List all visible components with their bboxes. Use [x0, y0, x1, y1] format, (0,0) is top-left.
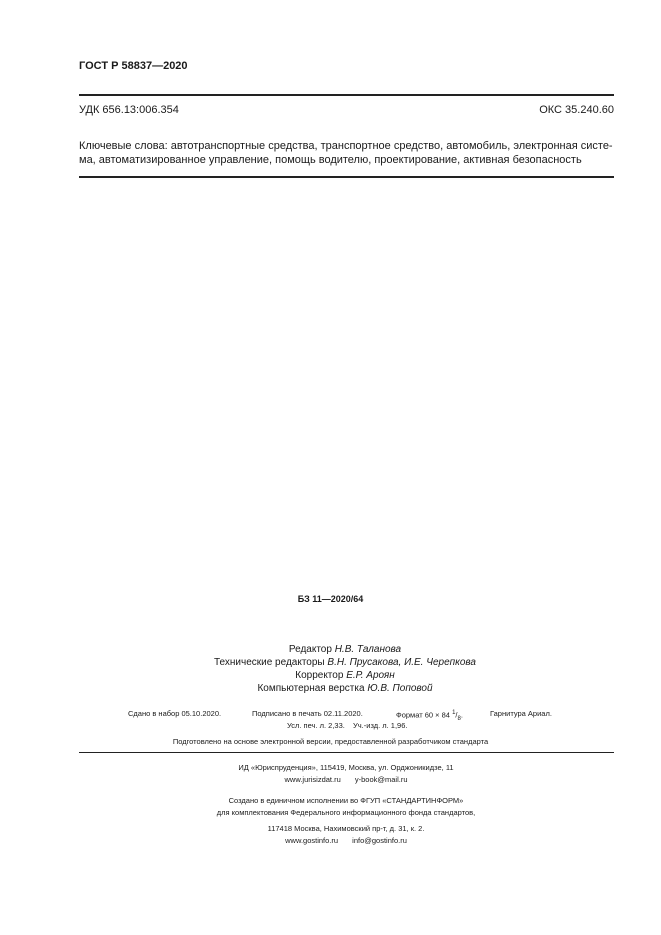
- layout-name: Ю.В. Поповой: [367, 683, 433, 694]
- bz-number: БЗ 11—2020/64: [297, 594, 364, 604]
- standartinform-address: 117418 Москва, Нахимовский пр-т, д. 31, к. 2.: [267, 824, 425, 833]
- gostinfo-email-link[interactable]: info@gostinfo.ru: [352, 836, 407, 845]
- pub-sheets: Уч.-изд. л. 1,96.: [353, 721, 408, 730]
- created-line-2: для комплектования Федерального информационного фонда стандартов,: [216, 808, 476, 817]
- format-numerator: 1: [452, 710, 456, 716]
- credits-block: [0, 643, 661, 695]
- created-line-1: Создано в единичном исполнении во ФГУП «СТАНДАРТИНФОРМ»: [228, 796, 464, 805]
- format-denominator: 8: [457, 716, 461, 722]
- publisher-contacts: [0, 774, 661, 786]
- typeface-info: Гарнитура Ариал.: [490, 709, 552, 718]
- publisher-address: ИД «Юриспруденция», 115419, Москва, ул. Орджоникидзе, 11: [238, 763, 454, 772]
- corrector-name: Е.Р. Ароян: [346, 670, 395, 681]
- signed-date: Подписано в печать 02.11.2020.: [252, 709, 363, 718]
- standartinform-block: [0, 795, 661, 847]
- print-sheets: Усл. печ. л. 2,33.: [287, 721, 345, 730]
- editor-line: [0, 643, 661, 656]
- tech-editors-line: [0, 656, 661, 669]
- publisher-site-link[interactable]: www.jurisizdat.ru: [284, 775, 341, 784]
- editor-name: Н.В. Таланова: [334, 644, 402, 655]
- top-rule: [79, 94, 614, 96]
- publisher-email-link[interactable]: y-book@mail.ru: [354, 775, 408, 784]
- standartinform-contacts: [0, 835, 661, 847]
- prepared-note: Подготовлено на основе электронной версии, предоставленной разработчиком стандарта: [172, 737, 489, 746]
- corrector-label: Корректор: [295, 670, 344, 681]
- keywords-line-1: Ключевые слова: автотранспортные средства, транспортное средство, автомобиль, электронная систе-: [79, 140, 613, 152]
- oks-code: ОКС 35.240.60: [539, 104, 614, 116]
- format-prefix: Формат 60 × 84: [396, 710, 450, 720]
- layout-label: Компьютерная верстка: [257, 683, 365, 694]
- submitted-date: Сдано в набор 05.10.2020.: [128, 709, 222, 718]
- udk-code: УДК 656.13:006.354: [79, 104, 179, 116]
- layout-line: [0, 682, 661, 695]
- standard-code: ГОСТ Р 58837—2020: [79, 60, 188, 72]
- footer-rule: [79, 752, 614, 753]
- tech-editors-names: В.Н. Прусакова, И.Е. Черепкова: [327, 657, 476, 668]
- publisher-block: [0, 762, 661, 786]
- editor-label: Редактор: [288, 644, 332, 655]
- keywords-line-2: ма, автоматизированное управление, помощь водителю, проектирование, активная безопасность: [79, 154, 582, 166]
- keywords-rule: [79, 176, 614, 178]
- gostinfo-site-link[interactable]: www.gostinfo.ru: [285, 836, 339, 845]
- keywords-block: [79, 139, 614, 167]
- tech-editors-label: Технические редакторы: [213, 657, 325, 668]
- corrector-line: [0, 669, 661, 682]
- format-info: Формат 60 × 84 $^1/_8$.: [396, 710, 463, 722]
